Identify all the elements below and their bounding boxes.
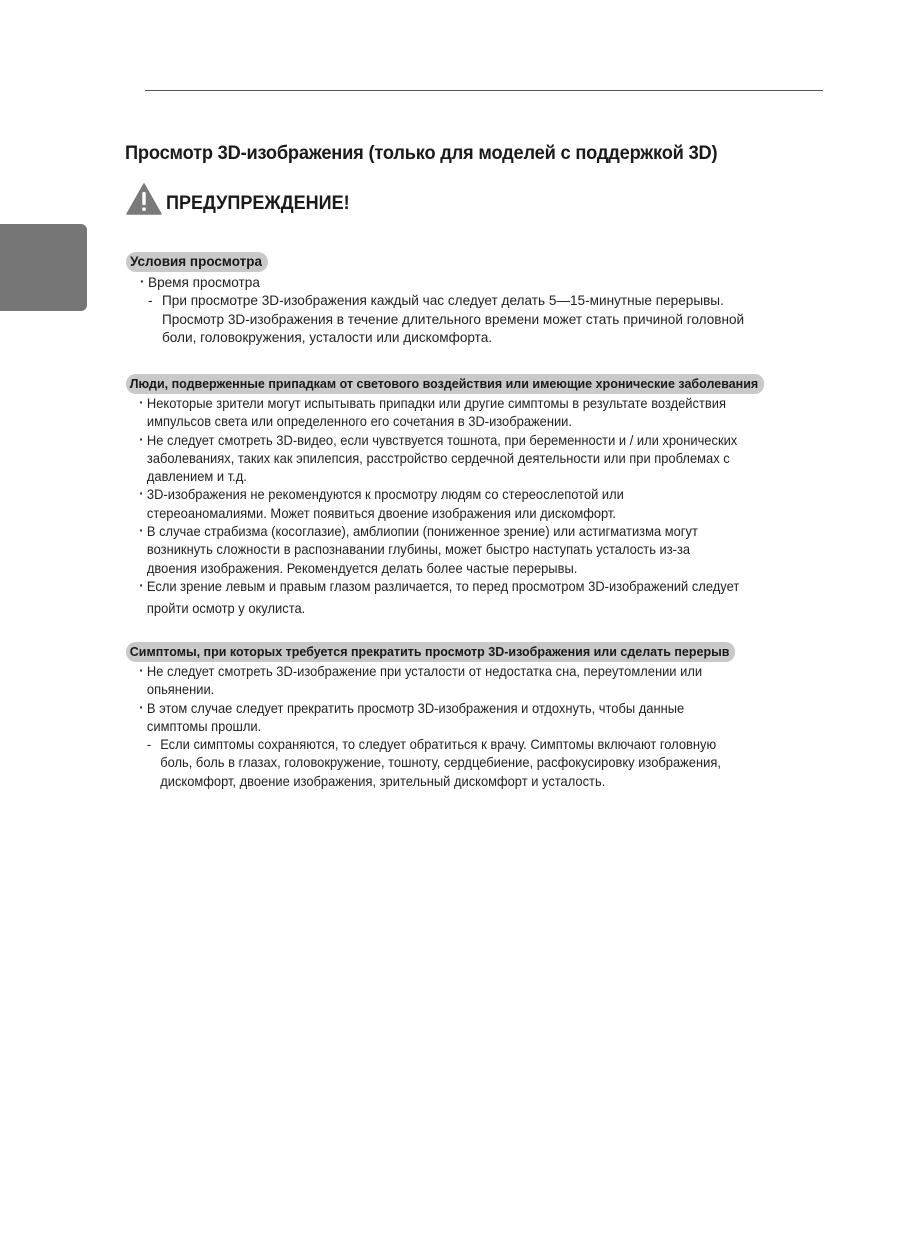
section-heading: Симптомы, при которых требуется прекратить просмотр 3D-изображения или сделать перерыв bbox=[126, 642, 735, 662]
line: опьянении. bbox=[146, 682, 215, 698]
line: заболеваниях, таких как эпилепсия, расстройство сердечной деятельности или при проблемах с bbox=[146, 450, 730, 466]
line: двоения изображения. Рекомендуется делать более частые перерывы. bbox=[146, 560, 578, 576]
line: боли, головокружения, усталости или дискомфорта. bbox=[162, 329, 493, 345]
list-subitem bbox=[126, 736, 810, 791]
list-item bbox=[126, 395, 810, 432]
line: · В этом случае следует прекратить просмотр 3D-изображения и отдохнуть, чтобы данные bbox=[146, 700, 685, 716]
line: возникнуть сложности в распознавании глубины, может быстро наступать усталость из-за bbox=[146, 542, 691, 558]
line: Просмотр 3D-изображения в течение длительного времени может стать причиной головной bbox=[162, 311, 745, 327]
line: - Если симптомы сохраняются, то следует обратиться к врачу. Симптомы включают головную bbox=[160, 737, 717, 753]
line: дискомфорт, двоение изображения, зрительный дискомфорт и усталость. bbox=[160, 773, 606, 789]
section-viewing-conditions bbox=[126, 252, 744, 347]
list-item bbox=[126, 578, 810, 619]
section-heading: Условия просмотра bbox=[126, 252, 268, 272]
list-item bbox=[126, 274, 744, 292]
section-photosensitive bbox=[126, 374, 846, 619]
line: боль, боль в глазах, головокружение, тошноту, сердцебиение, расфокусировку изображения, bbox=[160, 755, 721, 771]
line: симптомы прошли. bbox=[146, 718, 262, 734]
line: · В случае страбизма (косоглазие), амблиопии (пониженное зрение) или астигматизма могут bbox=[146, 524, 698, 540]
line: · Не следует смотреть 3D-видео, если чувствуется тошнота, при беременности и / или хронических bbox=[146, 432, 738, 448]
line: - При просмотре 3D-изображения каждый час следует делать 5—15-минутные перерывы. bbox=[162, 293, 724, 309]
line: · Если зрение левым и правым глазом различается, то перед просмотром 3D-изображений следует bbox=[146, 578, 740, 594]
line: · 3D-изображения не рекомендуются к просмотру людям со стереослепотой или bbox=[146, 487, 624, 503]
warning-label: ПРЕДУПРЕЖДЕНИЕ! bbox=[166, 193, 350, 214]
section-heading: Люди, подверженные припадкам от светового воздействия или имеющие хронические заболевания bbox=[126, 374, 764, 394]
line: · Некоторые зрители могут испытывать припадки или другие симптомы в результате воздействия bbox=[146, 396, 726, 411]
list-subitem bbox=[126, 292, 744, 347]
chapter-tab bbox=[0, 224, 87, 311]
line: · Время просмотра bbox=[148, 275, 260, 290]
warning-triangle-icon bbox=[126, 183, 162, 215]
list-item bbox=[126, 432, 810, 487]
section-symptoms bbox=[126, 642, 846, 791]
list-item bbox=[126, 523, 810, 578]
line: импульсов света или определенного его сочетания в 3D-изображении. bbox=[146, 414, 572, 430]
list-item bbox=[126, 663, 810, 700]
list-item bbox=[126, 486, 810, 523]
list-item bbox=[126, 700, 810, 737]
header-rule bbox=[145, 90, 823, 91]
line: давлением и т.д. bbox=[146, 469, 247, 485]
page-title: Просмотр 3D-изображения (только для моделей с поддержкой 3D) bbox=[125, 143, 718, 164]
line: стереоаномалиями. Может появиться двоение изображения или дискомфорт. bbox=[146, 505, 616, 521]
warning-header bbox=[126, 183, 359, 215]
line: · Не следует смотреть 3D-изображение при усталости от недостатка сна, переутомлении или bbox=[146, 664, 703, 679]
line: пройти осмотр у окулиста. bbox=[146, 601, 306, 617]
